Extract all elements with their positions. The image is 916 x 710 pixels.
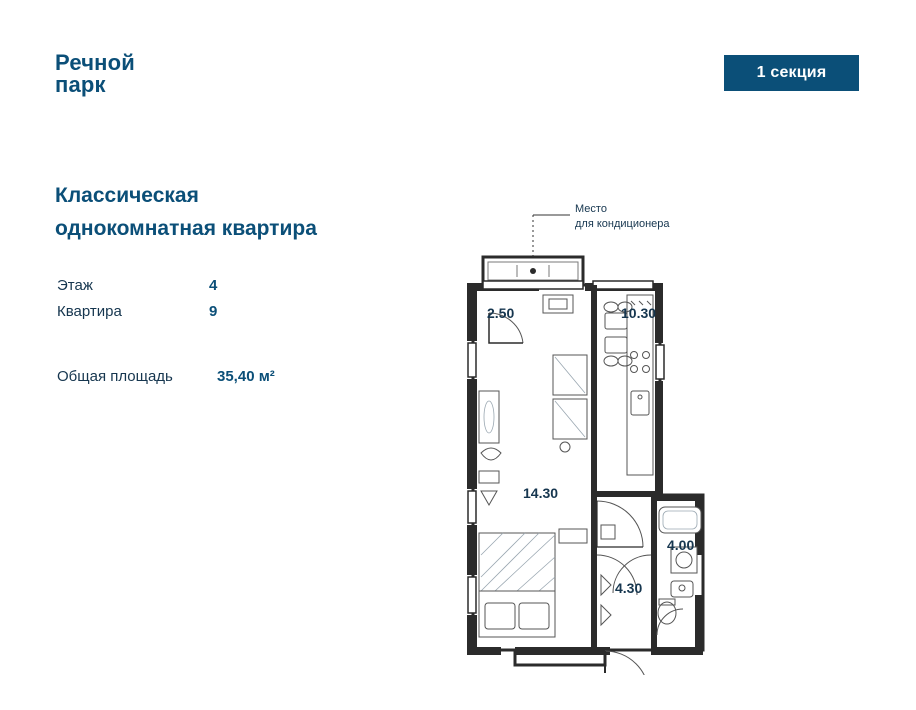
area-label-bathroom: 4.00	[667, 537, 695, 553]
area-label-living-room: 14.30	[523, 485, 559, 501]
apartment-label: Квартира	[57, 303, 122, 320]
floor-plan	[455, 195, 785, 675]
annotation-line1: Место	[575, 203, 607, 215]
info-row-apartment	[57, 303, 217, 329]
brand-logo	[55, 52, 135, 97]
floor-value: 4	[209, 277, 218, 294]
page-title-line1: Классическая	[55, 184, 199, 207]
apartment-value: 9	[209, 303, 218, 320]
annotation-leader-line	[533, 215, 570, 257]
annotation-line2: для кондиционера	[575, 217, 670, 230]
apartment-info	[57, 277, 217, 329]
page-title	[55, 180, 415, 245]
floor-label: Этаж	[57, 277, 93, 294]
section-badge-label: 1 секция	[756, 64, 827, 81]
floor-plan-drawing	[455, 195, 785, 675]
page-title-line2: однокомнатная квартира	[55, 216, 317, 240]
total-area-value: 35,40 м²	[217, 368, 275, 385]
section-badge	[724, 55, 859, 91]
area-label-kitchen: 10.30	[621, 305, 657, 321]
area-label-balcony: 2.50	[487, 305, 515, 321]
info-row-floor	[57, 277, 217, 303]
brand-logo-line2: парк	[55, 72, 106, 98]
brand-logo-line1: Речной	[55, 50, 136, 75]
total-area	[57, 368, 275, 385]
area-label-hall: 4.30	[615, 580, 643, 596]
total-area-label: Общая площадь	[57, 368, 173, 385]
